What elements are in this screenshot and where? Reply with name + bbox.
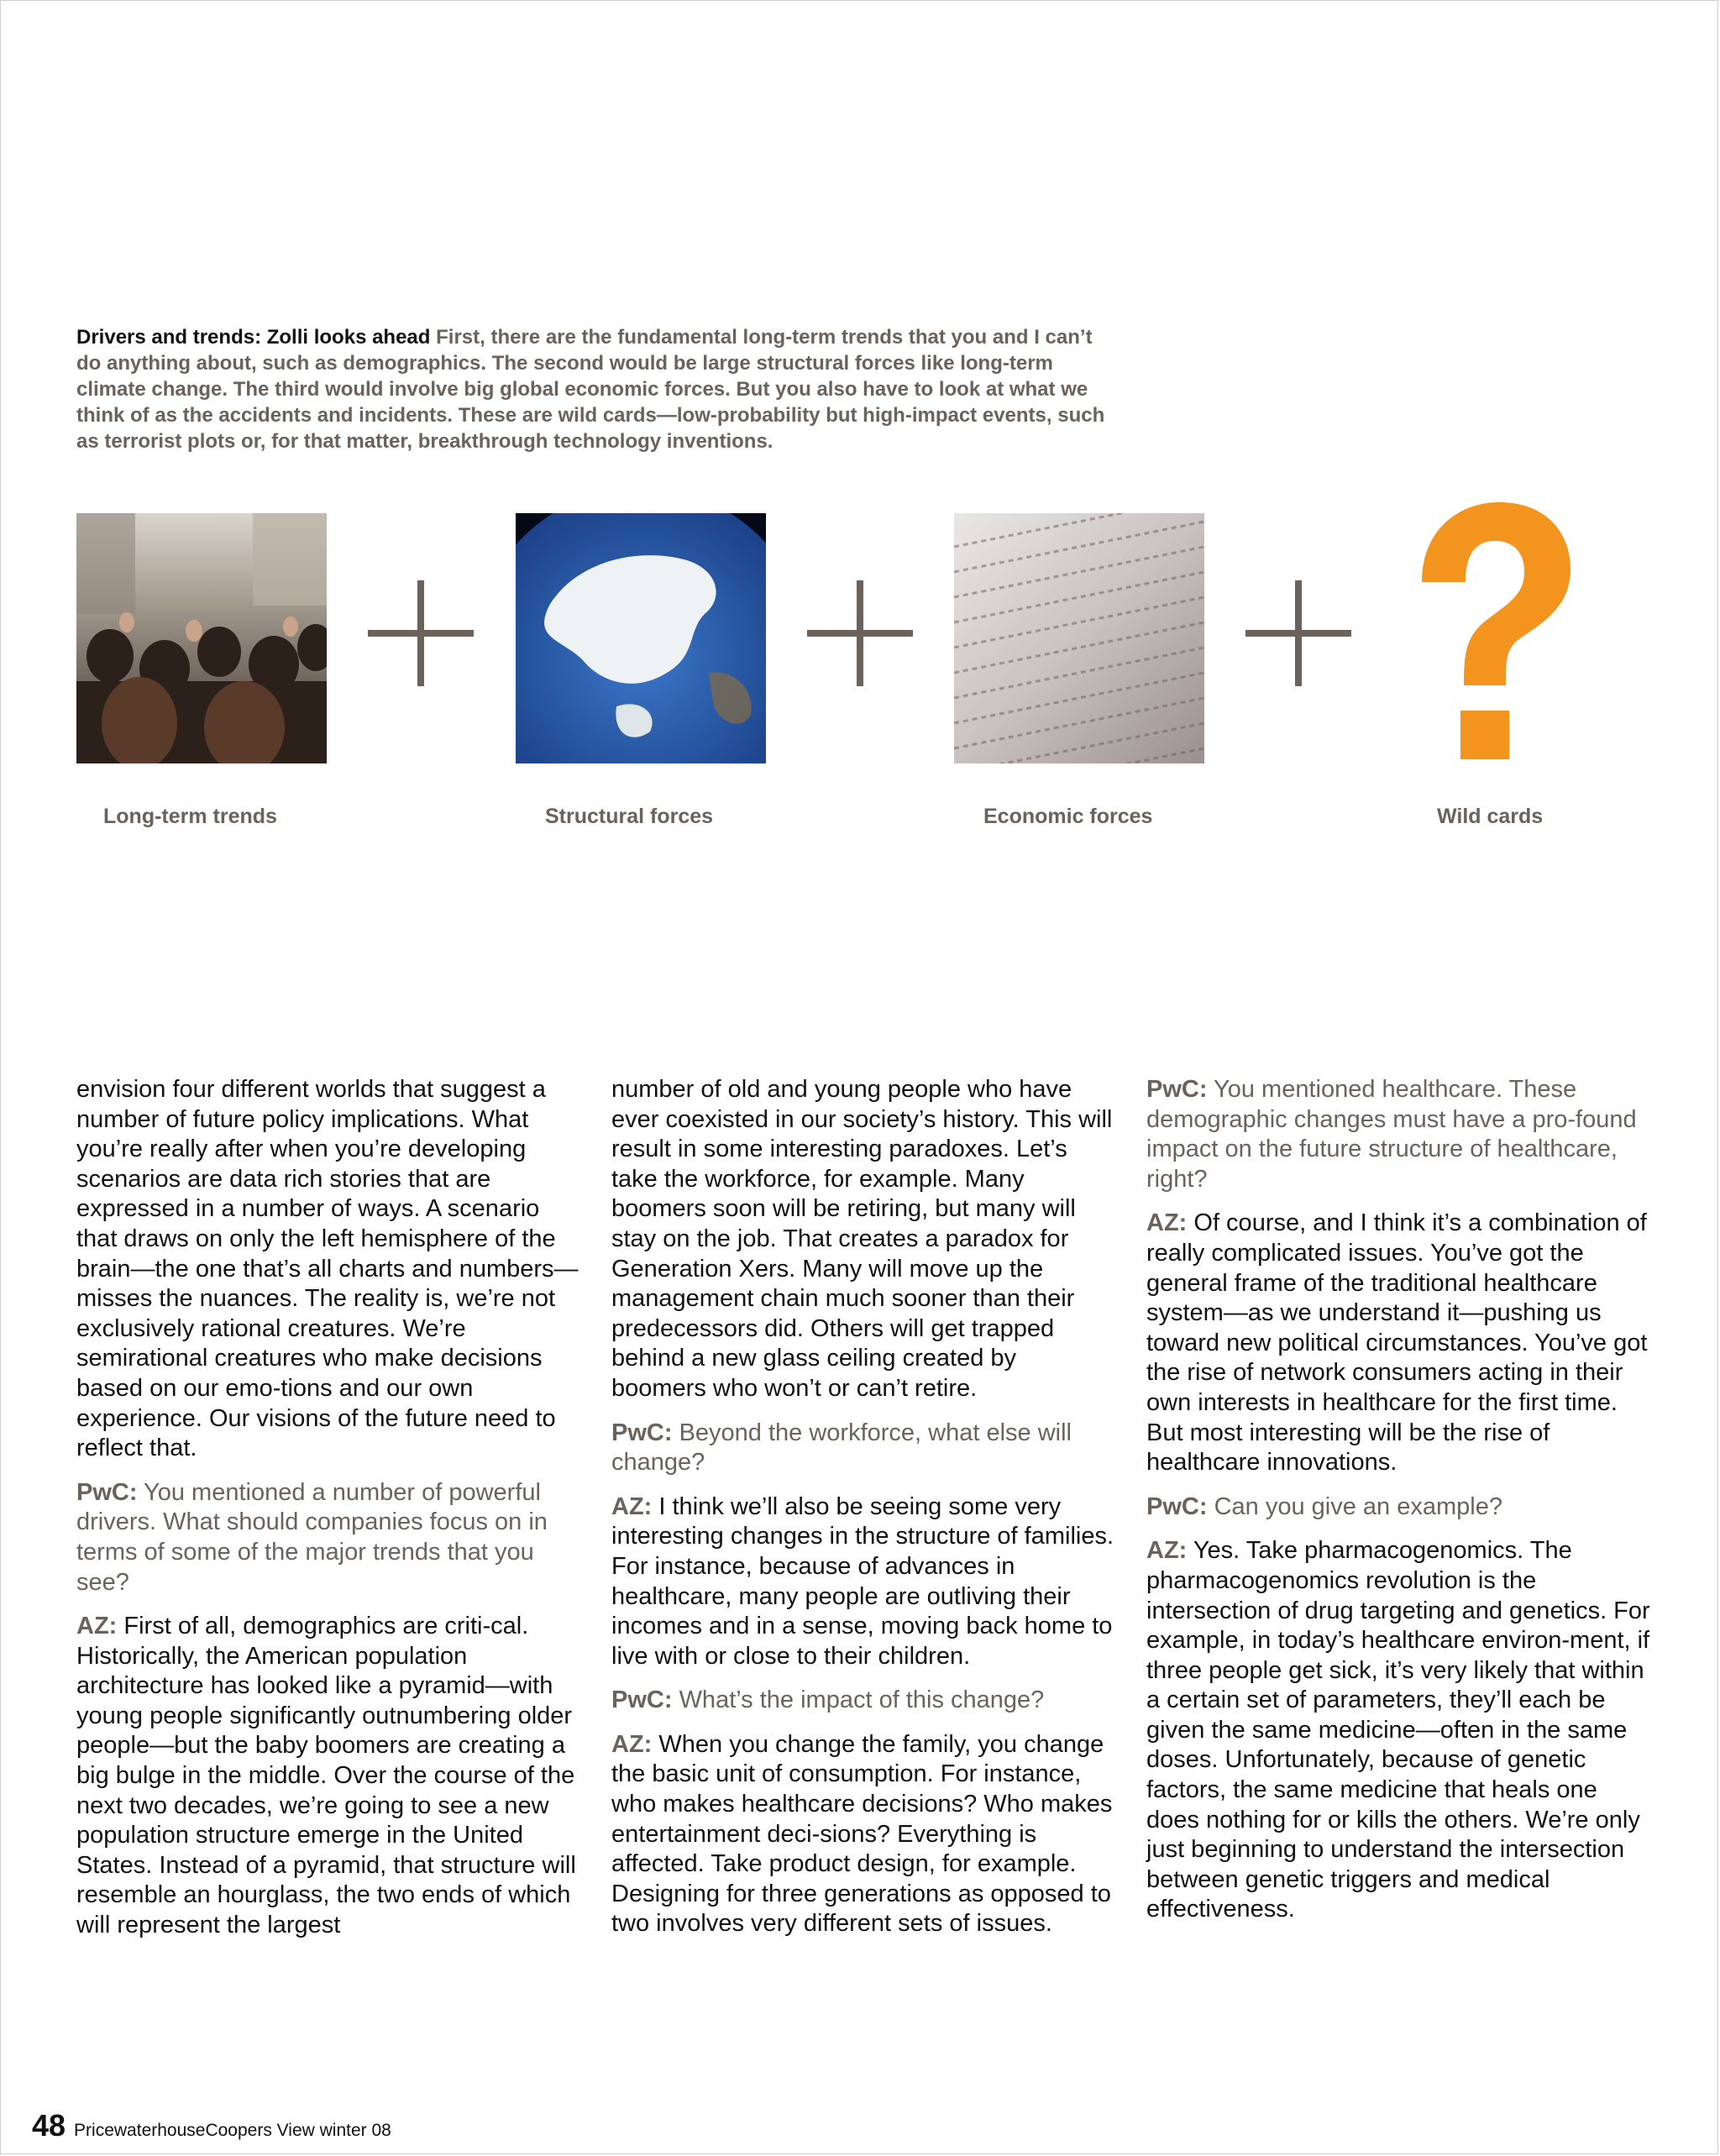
question-paragraph [611, 1419, 1115, 1478]
answer-paragraph [1146, 1209, 1650, 1477]
speaker-label: PwC: [611, 1419, 673, 1446]
page-number: 48 [32, 2108, 66, 2143]
body-paragraph: envision four different worlds that suggest a number of future policy implications. What you’re really after when you’re developing scenarios are data rich stories that are expressed in a number of ways. A scenario that draws on only the left hemisphere of the brain—the one that’s all charts and numbers—misses the nuances. The reality is, we’re not exclusively rational creatures. We’re semirational creatures who make decisions based on our emo-tions and our own experience. Our visions of the future need to reflect that. [76, 1076, 579, 1462]
question-text: You mentioned healthcare. These demographic changes must have a pro-found impact on the future structure of healthcare, right? [1146, 1076, 1637, 1193]
answer-paragraph [76, 1612, 580, 1941]
crowd-photo [76, 513, 327, 763]
question-mark-icon [1398, 494, 1580, 763]
plus-sign [368, 580, 474, 686]
speaker-label: PwC: [611, 1687, 673, 1714]
answer-paragraph [611, 1730, 1115, 1939]
text-column-2 [611, 1075, 1115, 1954]
speaker-label: PwC: [1146, 1076, 1208, 1103]
body-paragraph: number of old and young people who have ever coexisted in our society’s history. This will result in some interesting paradoxes. Let’s take the workforce, for example. Many boomers soon will be retiring, but many will stay on the job. That creates a paradox for Generation Xers. Many will move up the management chain much sooner than their predecessors did. Others will get trapped behind a new glass ceiling created by boomers who won’t or can’t retire. [611, 1076, 1113, 1402]
question-text: You mentioned a number of powerful drivers. What should companies focus on in terms of some of the major trends that you see? [76, 1478, 548, 1596]
answer-text: Yes. Take pharmacogenomics. The pharmacogenomics revolution is the intersection of drug targeting and genetics. For example, in today’s healthcare environ-ment, if three people get sick, it’s very likely that within a certain set of parameters, they’ll each be given the same medicine—often in the same doses. Unfortunately, because of genetic factors, the same medicine that heals one does nothing for or kills the others. We’re only just beginning to understand the intersection between genetic triggers and medical effectiveness. [1146, 1537, 1650, 1923]
question-text: What’s the impact of this change? [679, 1687, 1045, 1714]
text-column-3 [1146, 1075, 1650, 1939]
caption-economic-forces: Economic forces [983, 805, 1153, 828]
question-text: Beyond the workforce, what else will change? [611, 1419, 1072, 1477]
plus-sign [807, 580, 913, 686]
answer-paragraph [611, 1492, 1115, 1672]
answer-text: First of all, demographics are criti-cal. Historically, the American population architecture has looked like a pyramid—with young people significantly outnumbering older people—but the baby boomers are creating a big bulge in the middle. Over the course of the next two decades, we’re going to see a new population structure emerge in the United States. Instead of a pyramid, that structure will resemble an hourglass, the two ends of which will represent the largest [76, 1613, 576, 1939]
text-column-1 [76, 1075, 580, 1955]
question-paragraph [1146, 1075, 1650, 1194]
question-paragraph [611, 1686, 1115, 1716]
speaker-label: PwC: [1146, 1492, 1208, 1520]
caption-structural-forces: Structural forces [545, 805, 714, 828]
earth-ice-photo [516, 513, 766, 763]
speaker-label: AZ: [76, 1613, 118, 1640]
page-footer [32, 2108, 391, 2143]
answer-text: When you change the family, you change the basic unit of consumption. For instance, who makes healthcare decisions? Who makes entertainment deci-sions? Everything is affected. Take product design, for example. Designing for three generations as opposed to two involves very different sets of issues. [611, 1730, 1113, 1938]
speaker-label: PwC: [76, 1478, 138, 1506]
question-paragraph [76, 1478, 580, 1597]
stock-table-photo [954, 513, 1204, 763]
speaker-label: AZ: [1146, 1537, 1188, 1565]
answer-paragraph [1146, 1536, 1650, 1925]
speaker-label: AZ: [611, 1492, 653, 1520]
answer-text: I think we’ll also be seeing some very interesting changes in the structure of families. For instance, because of advances in healthcare, many people are outliving their incomes and in a sense, moving back home to live with or close to their children. [611, 1492, 1114, 1670]
intro-lead: Drivers and trends: Zolli looks ahead [76, 326, 431, 349]
question-text: Can you give an example? [1214, 1492, 1502, 1520]
caption-long-term-trends: Long-term trends [103, 805, 277, 828]
caption-wild-cards: Wild cards [1437, 805, 1544, 828]
answer-text: Of course, and I think it’s a combination of really complicated issues. You’ve got the general frame of the traditional healthcare system—as we understand it—pushing us toward new political circumstances. You’ve got the rise of network consumers acting in their own interests in healthcare for the first time. But most interesting will be the rise of healthcare innovations. [1146, 1209, 1648, 1477]
plus-sign [1245, 580, 1351, 686]
speaker-label: AZ: [1146, 1209, 1188, 1237]
intro-paragraph [76, 324, 1109, 454]
intro-text: First, there are the fundamental long-term trends that you and I can’t do anything about, such as demographics. The second would be large structural forces like long-term climate change. The third would involve big global economic forces. But you also have to look at what we think of as the accidents and incidents. These are wild cards—low-probability but high-impact events, such as terrorist plots or, for that matter, breakthrough technology inventions. [76, 326, 1105, 453]
speaker-label: AZ: [611, 1730, 653, 1758]
publication-name: PricewaterhouseCoopers View winter 08 [74, 2121, 391, 2140]
question-paragraph [1146, 1492, 1650, 1523]
